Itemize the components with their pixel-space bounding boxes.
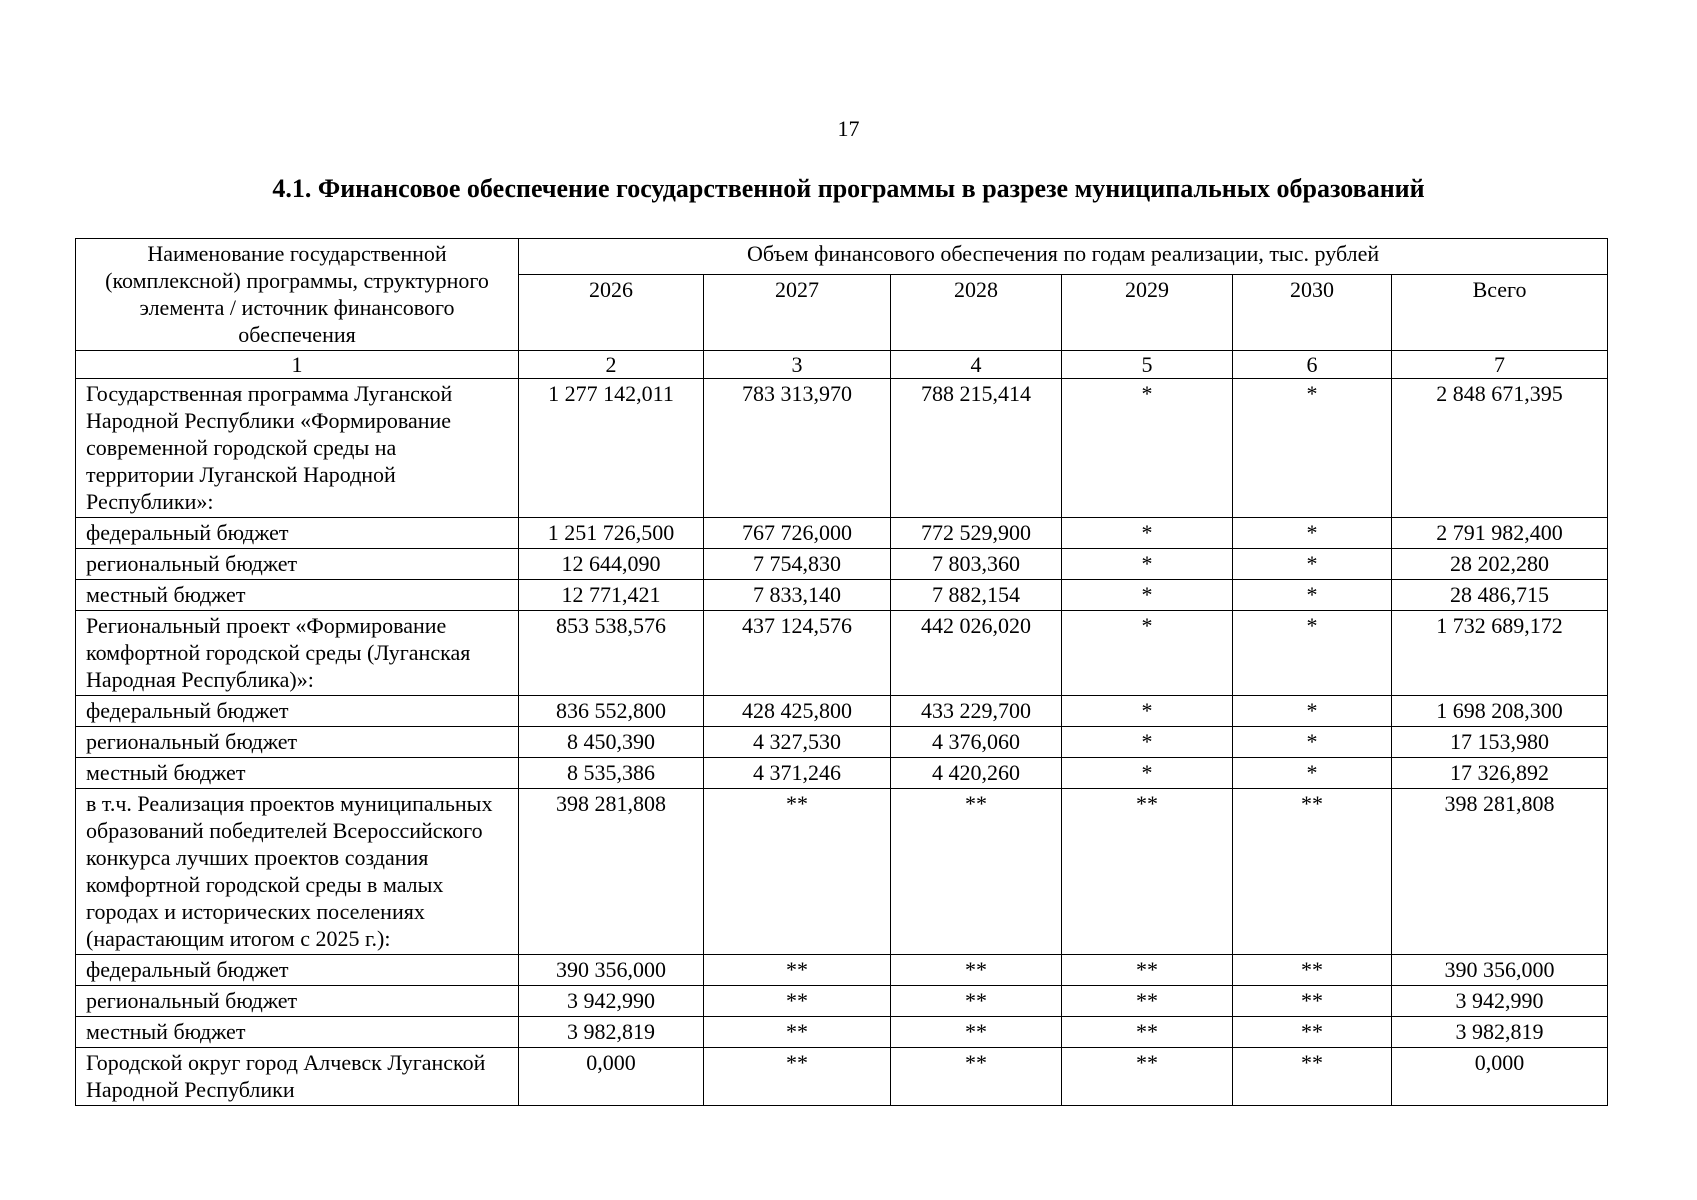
value-cell: ** — [704, 955, 891, 986]
table-body — [76, 351, 1608, 1106]
value-cell: ** — [1233, 1017, 1392, 1048]
header-row-top — [76, 239, 1608, 275]
value-cell: 390 356,000 — [519, 955, 704, 986]
value-cell: 433 229,700 — [891, 696, 1062, 727]
value-cell: 7 754,830 — [704, 549, 891, 580]
table-row — [76, 696, 1608, 727]
value-cell: 3 942,990 — [519, 986, 704, 1017]
table-row — [76, 518, 1608, 549]
value-cell: ** — [1062, 789, 1233, 955]
value-cell: 398 281,808 — [519, 789, 704, 955]
value-cell: 1 251 726,500 — [519, 518, 704, 549]
value-cell: 3 942,990 — [1392, 986, 1608, 1017]
table-row — [76, 580, 1608, 611]
header-year-2029: 2029 — [1062, 275, 1233, 351]
header-total: Всего — [1392, 275, 1608, 351]
value-cell: 398 281,808 — [1392, 789, 1608, 955]
row-name-cell: региональный бюджет — [76, 986, 519, 1017]
section-title: 4.1. Финансовое обеспечение государственной программы в разрезе муниципальных образований — [272, 174, 1425, 203]
value-cell: 767 726,000 — [704, 518, 891, 549]
value-cell: 437 124,576 — [704, 611, 891, 696]
page-number: 17 — [837, 116, 860, 141]
row-name-cell: региональный бюджет — [76, 727, 519, 758]
value-cell: 788 215,414 — [891, 379, 1062, 518]
value-cell: 0,000 — [1392, 1048, 1608, 1106]
value-cell: ** — [704, 1017, 891, 1048]
table-row — [76, 986, 1608, 1017]
value-cell: 4 371,246 — [704, 758, 891, 789]
table-row — [76, 1048, 1608, 1106]
value-cell: * — [1233, 379, 1392, 518]
column-index: 5 — [1062, 351, 1233, 379]
value-cell: * — [1062, 518, 1233, 549]
table-row — [76, 1017, 1608, 1048]
value-cell: ** — [1233, 986, 1392, 1017]
value-cell: * — [1233, 580, 1392, 611]
table-row — [76, 379, 1608, 518]
value-cell: * — [1062, 758, 1233, 789]
column-index: 3 — [704, 351, 891, 379]
value-cell: 442 026,020 — [891, 611, 1062, 696]
row-name-cell: федеральный бюджет — [76, 696, 519, 727]
value-cell: 7 803,360 — [891, 549, 1062, 580]
column-index-row — [76, 351, 1608, 379]
column-index: 7 — [1392, 351, 1608, 379]
value-cell: ** — [1233, 1048, 1392, 1106]
row-name-cell: Региональный проект «Формирование комфортной городской среды (Луганская Народная Республика)»: — [76, 611, 519, 696]
value-cell: ** — [891, 789, 1062, 955]
value-cell: 836 552,800 — [519, 696, 704, 727]
row-name-cell: федеральный бюджет — [76, 518, 519, 549]
value-cell: 4 376,060 — [891, 727, 1062, 758]
value-cell: * — [1233, 549, 1392, 580]
table-row — [76, 955, 1608, 986]
row-name-cell: местный бюджет — [76, 758, 519, 789]
value-cell: 12 644,090 — [519, 549, 704, 580]
value-cell: 783 313,970 — [704, 379, 891, 518]
value-cell: 2 848 671,395 — [1392, 379, 1608, 518]
table-row — [76, 727, 1608, 758]
header-group-cell: Объем финансового обеспечения по годам реализации, тыс. рублей — [519, 239, 1608, 275]
column-index: 6 — [1233, 351, 1392, 379]
column-index: 1 — [76, 351, 519, 379]
value-cell: ** — [1062, 986, 1233, 1017]
value-cell: ** — [891, 1048, 1062, 1106]
value-cell: 8 535,386 — [519, 758, 704, 789]
value-cell: 1 732 689,172 — [1392, 611, 1608, 696]
value-cell: 853 538,576 — [519, 611, 704, 696]
row-name-cell: федеральный бюджет — [76, 955, 519, 986]
value-cell: * — [1233, 758, 1392, 789]
value-cell: 12 771,421 — [519, 580, 704, 611]
value-cell: ** — [1062, 955, 1233, 986]
value-cell: ** — [1233, 955, 1392, 986]
value-cell: 17 326,892 — [1392, 758, 1608, 789]
value-cell: 772 529,900 — [891, 518, 1062, 549]
value-cell: 28 486,715 — [1392, 580, 1608, 611]
value-cell: 428 425,800 — [704, 696, 891, 727]
value-cell: 1 277 142,011 — [519, 379, 704, 518]
table-row — [76, 549, 1608, 580]
value-cell: ** — [1062, 1048, 1233, 1106]
value-cell: 3 982,819 — [1392, 1017, 1608, 1048]
value-cell: ** — [704, 1048, 891, 1106]
value-cell: 7 833,140 — [704, 580, 891, 611]
row-name-cell: Городской округ город Алчевск Луганской Народной Республики — [76, 1048, 519, 1106]
value-cell: ** — [1062, 1017, 1233, 1048]
row-name-cell: Государственная программа Луганской Народной Республики «Формирование современной городской среды на территории Луганской Народной Республики»: — [76, 379, 519, 518]
value-cell: * — [1233, 696, 1392, 727]
value-cell: * — [1233, 518, 1392, 549]
value-cell: * — [1062, 580, 1233, 611]
financing-table — [75, 238, 1608, 1106]
value-cell: * — [1062, 696, 1233, 727]
value-cell: * — [1233, 727, 1392, 758]
value-cell: * — [1062, 727, 1233, 758]
value-cell: ** — [891, 986, 1062, 1017]
value-cell: * — [1233, 611, 1392, 696]
row-name-cell: региональный бюджет — [76, 549, 519, 580]
value-cell: 3 982,819 — [519, 1017, 704, 1048]
header-year-2026: 2026 — [519, 275, 704, 351]
column-index: 4 — [891, 351, 1062, 379]
row-name-cell: местный бюджет — [76, 1017, 519, 1048]
value-cell: 0,000 — [519, 1048, 704, 1106]
header-year-2027: 2027 — [704, 275, 891, 351]
column-index: 2 — [519, 351, 704, 379]
row-name-cell: в т.ч. Реализация проектов муниципальных образований победителей Всероссийского конкурса лучших проектов создания комфортной городской среды в малых городах и исторических поселениях (нарастающим итогом с 2025 г.): — [76, 789, 519, 955]
table-row — [76, 611, 1608, 696]
table-row — [76, 789, 1608, 955]
value-cell: 4 420,260 — [891, 758, 1062, 789]
value-cell: ** — [891, 1017, 1062, 1048]
value-cell: 7 882,154 — [891, 580, 1062, 611]
table-row — [76, 758, 1608, 789]
header-year-2028: 2028 — [891, 275, 1062, 351]
value-cell: ** — [704, 789, 891, 955]
value-cell: ** — [1233, 789, 1392, 955]
value-cell: 8 450,390 — [519, 727, 704, 758]
value-cell: 1 698 208,300 — [1392, 696, 1608, 727]
value-cell: * — [1062, 611, 1233, 696]
row-name-cell: местный бюджет — [76, 580, 519, 611]
value-cell: 4 327,530 — [704, 727, 891, 758]
value-cell: 2 791 982,400 — [1392, 518, 1608, 549]
value-cell: ** — [704, 986, 891, 1017]
value-cell: * — [1062, 549, 1233, 580]
header-name-cell: Наименование государственной (комплексной) программы, структурного элемента / источник финансового обеспечения — [76, 239, 519, 351]
header-year-2030: 2030 — [1233, 275, 1392, 351]
value-cell: ** — [891, 955, 1062, 986]
value-cell: 17 153,980 — [1392, 727, 1608, 758]
value-cell: * — [1062, 379, 1233, 518]
value-cell: 28 202,280 — [1392, 549, 1608, 580]
value-cell: 390 356,000 — [1392, 955, 1608, 986]
